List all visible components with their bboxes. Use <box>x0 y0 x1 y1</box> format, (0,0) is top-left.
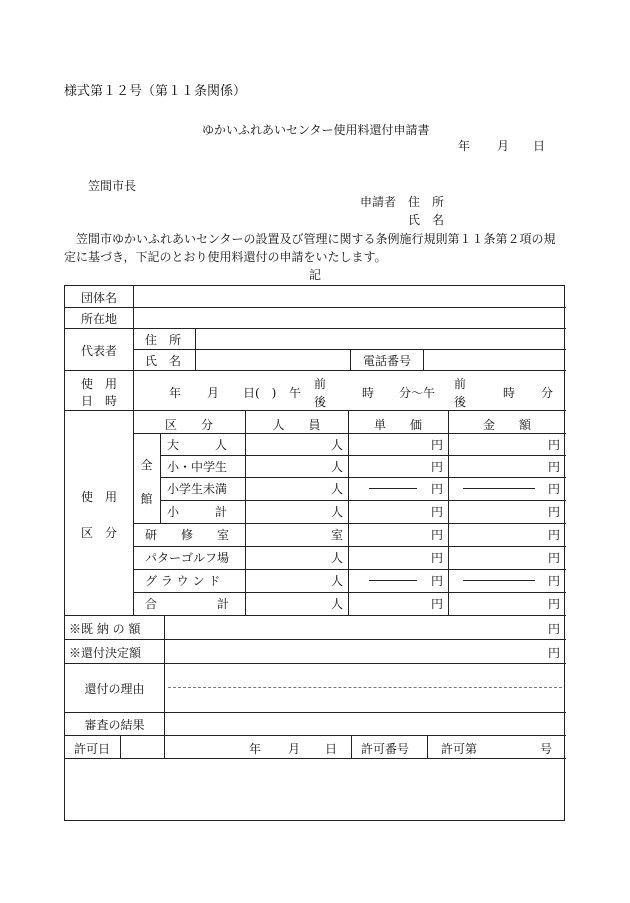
permit-date-label: 許可日 <box>74 742 111 756</box>
unit-price-yen: 円 <box>431 597 444 611</box>
amount-yen: 円 <box>548 460 561 474</box>
unit-price-yen: 円 <box>431 460 444 474</box>
usage-row-label: 小・中学生 <box>167 460 228 474</box>
amount-yen: 円 <box>548 528 561 542</box>
review-result-label: 審査の結果 <box>84 718 145 732</box>
amount-yen: 円 <box>548 597 561 611</box>
refund-yen: 円 <box>548 646 561 660</box>
amount-yen: 円 <box>548 482 561 496</box>
col-unit-price: 単 価 <box>373 418 422 432</box>
usage-row-label: 研 修 室 <box>145 528 230 542</box>
unit-price-dash <box>369 580 417 581</box>
kan-label: 館 <box>140 492 153 506</box>
phone-label: 電話番号 <box>363 354 412 368</box>
unit-price-yen: 円 <box>431 482 444 496</box>
paid-amount-label: ※既 納 の 額 <box>69 622 141 636</box>
use-datetime-label-2: 日 時 <box>80 394 117 408</box>
usage-row-unit: 人 <box>331 482 344 496</box>
permit-go: 号 <box>540 742 553 756</box>
permit-number-label: 許可番号 <box>361 742 410 756</box>
applicant-label: 申請者 <box>360 195 397 209</box>
dt-min-to: 分〜午 <box>399 386 436 400</box>
amount-yen: 円 <box>548 505 561 519</box>
amount-dash <box>463 488 535 489</box>
unit-price-dash <box>369 488 417 489</box>
dt-mae: 前 <box>314 377 327 391</box>
permit-year: 年 <box>249 742 262 756</box>
usage-row-label: パターゴルフ場 <box>145 551 230 565</box>
usage-row-unit: 人 <box>331 551 344 565</box>
dt-ushiro-2: 後 <box>454 395 467 409</box>
date-year-label: 年 <box>458 139 471 153</box>
unit-price-yen: 円 <box>431 574 444 588</box>
amount-dash <box>463 580 535 581</box>
amount-yen: 円 <box>548 438 561 452</box>
permit-dai: 許可第 <box>441 742 478 756</box>
usage-row-unit: 室 <box>331 528 344 542</box>
usage-row-label: グ ラ ウ ン ド <box>145 574 221 588</box>
dt-mae-2: 前 <box>454 377 467 391</box>
use-datetime-label-1: 使 用 <box>80 377 117 391</box>
col-kubun: 区 分 <box>164 418 213 432</box>
location-label: 所在地 <box>80 312 117 326</box>
amount-yen: 円 <box>548 551 561 565</box>
date-day-label: 日 <box>533 139 546 153</box>
usage-row-label: 小 計 <box>167 505 228 519</box>
unit-price-yen: 円 <box>431 528 444 542</box>
dt-month: 月 <box>207 386 220 400</box>
representative-label: 代表者 <box>80 344 117 358</box>
addressee: 笠間市長 <box>88 179 137 193</box>
applicant-name-label: 氏 名 <box>408 213 445 227</box>
dt-hour-2: 時 <box>503 386 516 400</box>
usage-row-unit: 人 <box>331 574 344 588</box>
form-number: 様式第１２号（第１１条関係） <box>64 84 247 99</box>
refund-reason-label: 還付の理由 <box>84 682 145 696</box>
usage-row-label: 小学生未満 <box>167 482 228 496</box>
group-name-label: 団体名 <box>80 291 117 305</box>
usage-row-unit: 人 <box>331 597 344 611</box>
amount-yen: 円 <box>548 574 561 588</box>
ki-label: 記 <box>309 268 322 282</box>
dt-weekday: ( ) <box>255 386 277 400</box>
rep-name-label: 氏 名 <box>145 354 182 368</box>
refund-decided-label: ※還付決定額 <box>69 646 142 660</box>
permit-month: 月 <box>288 742 301 756</box>
dt-day: 日 <box>243 386 256 400</box>
zen-label: 全 <box>140 458 153 472</box>
col-people: 人 員 <box>272 418 321 432</box>
usage-row-unit: 人 <box>331 438 344 452</box>
use-category-label-1: 使 用 <box>80 490 117 504</box>
body-line-2: 定に基づき，下記のとおり使用料還付の申請をいたします。 <box>64 250 387 264</box>
unit-price-yen: 円 <box>431 551 444 565</box>
usage-row-unit: 人 <box>331 505 344 519</box>
date-month-label: 月 <box>497 139 510 153</box>
paid-yen: 円 <box>548 622 561 636</box>
dt-ushiro: 後 <box>314 395 327 409</box>
body-line-1: 笠間市ゆかいふれあいセンターの設置及び管理に関する条例施行規則第１１条第２項の規 <box>76 232 556 246</box>
rep-address-label: 住 所 <box>145 333 182 347</box>
form-title: ゆかいふれあいセンター使用料還付申請書 <box>202 123 430 137</box>
dt-ampm-1: 午 <box>289 386 302 400</box>
col-amount: 金 額 <box>482 418 531 432</box>
dt-hour: 時 <box>362 386 375 400</box>
use-category-label-2: 区 分 <box>80 526 117 540</box>
usage-row-label: 合 計 <box>145 597 230 611</box>
dt-year: 年 <box>169 386 182 400</box>
applicant-address-label: 住 所 <box>408 195 445 209</box>
application-form-table <box>64 285 565 821</box>
unit-price-yen: 円 <box>431 438 444 452</box>
unit-price-yen: 円 <box>431 505 444 519</box>
usage-row-unit: 人 <box>331 460 344 474</box>
usage-row-label: 大 人 <box>167 438 228 452</box>
dt-min-2: 分 <box>541 386 554 400</box>
permit-day: 日 <box>325 742 338 756</box>
